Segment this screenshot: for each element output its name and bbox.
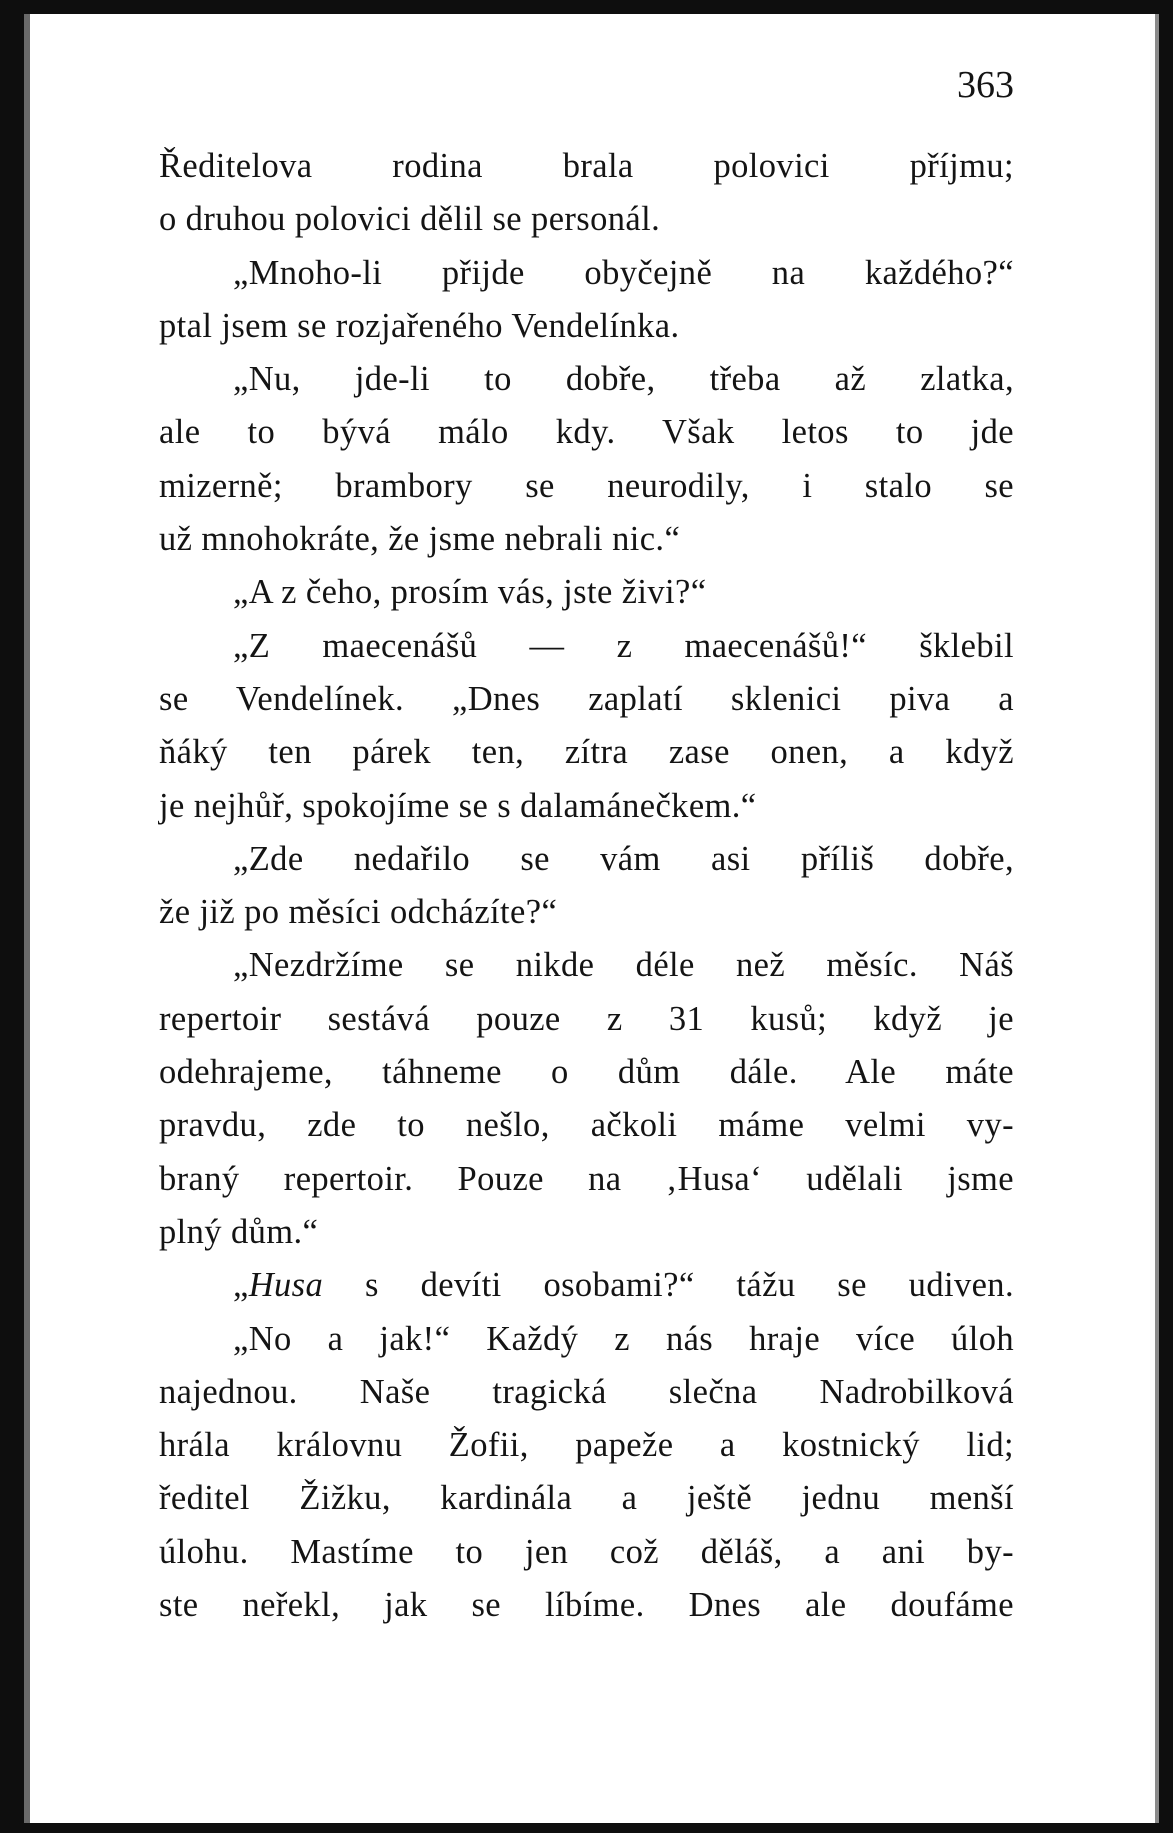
- scan-border-right: [1159, 0, 1173, 1833]
- scan-border-left-shadow: [24, 14, 30, 1833]
- play-title-italic: Husa: [248, 1266, 324, 1305]
- text-line: „Nu, jde-li to dobře, třeba až zlatka,: [233, 360, 1014, 399]
- text-line: už mnohokráte, že jsme nebrali nic.“: [159, 520, 681, 559]
- scan-border-top: [0, 0, 1173, 14]
- text-line: ňáký ten párek ten, zítra zase onen, a když: [159, 733, 1014, 772]
- text-line: braný repertoir. Pouze na ‚Husa‘ udělali jsme: [159, 1159, 1014, 1198]
- scan-border-bottom: [0, 1823, 1173, 1833]
- text-line: ste neřekl, jak se líbíme. Dnes ale doufáme: [159, 1586, 1014, 1625]
- text-line: o druhou polovici dělil se personál.: [159, 200, 661, 239]
- text-line: ale to bývá málo kdy. Však letos to jde: [159, 413, 1014, 452]
- text-line: ředitel Žižku, kardinála a ještě jednu menší: [159, 1479, 1014, 1518]
- text-line: že již po měsíci odcházíte?“: [159, 893, 558, 932]
- line-rest: s devíti osobami?“ tážu se udiven.: [323, 1266, 1014, 1305]
- text-line: ptal jsem se rozjařeného Vendelínka.: [159, 306, 680, 345]
- text-line: repertoir sestává pouze z 31 kusů; když je: [159, 999, 1014, 1038]
- text-line: „Z maecenášů — z maecenášů!“ šklebil: [233, 626, 1014, 665]
- text-line: plný dům.“: [159, 1212, 319, 1251]
- text-line: úlohu. Mastíme to jen což děláš, a ani by-: [159, 1532, 1014, 1571]
- text-line: se Vendelínek. „Dnes zaplatí sklenici piva a: [159, 679, 1014, 718]
- text-line: Ředitelova rodina brala polovici příjmu;: [159, 147, 1014, 185]
- text-line: odehrajeme, táhneme o dům dále. Ale máte: [159, 1053, 1014, 1092]
- text-line: [159, 1259, 1014, 1312]
- text-line: je nejhůř, spokojíme se s dalamánečkem.“: [159, 786, 757, 825]
- scan-border-right-shadow: [1155, 14, 1159, 1833]
- text-line: „Nezdržíme se nikde déle než měsíc. Náš: [233, 946, 1014, 985]
- scan-border-left: [0, 0, 24, 1833]
- body-text: [159, 140, 1014, 1632]
- text-line: hrála královnu Žofii, papeže a kostnický lid;: [159, 1426, 1014, 1465]
- text-line: „Zde nedařilo se vám asi příliš dobře,: [233, 839, 1014, 878]
- text-line: „A z čeho, prosím vás, jste živi?“: [233, 573, 707, 612]
- text-line: najednou. Naše tragická slečna Nadrobilková: [159, 1372, 1014, 1411]
- quote-mark: „: [233, 1266, 249, 1305]
- text-line: „Mnoho-li přijde obyčejně na každého?“: [233, 253, 1014, 292]
- text-line: pravdu, zde to nešlo, ačkoli máme velmi vy-: [159, 1106, 1014, 1145]
- text-line: mizerně; brambory se neurodily, i stalo se: [159, 466, 1014, 505]
- text-line: „No a jak!“ Každý z nás hraje více úloh: [233, 1319, 1014, 1358]
- page-number: 363: [957, 64, 1014, 106]
